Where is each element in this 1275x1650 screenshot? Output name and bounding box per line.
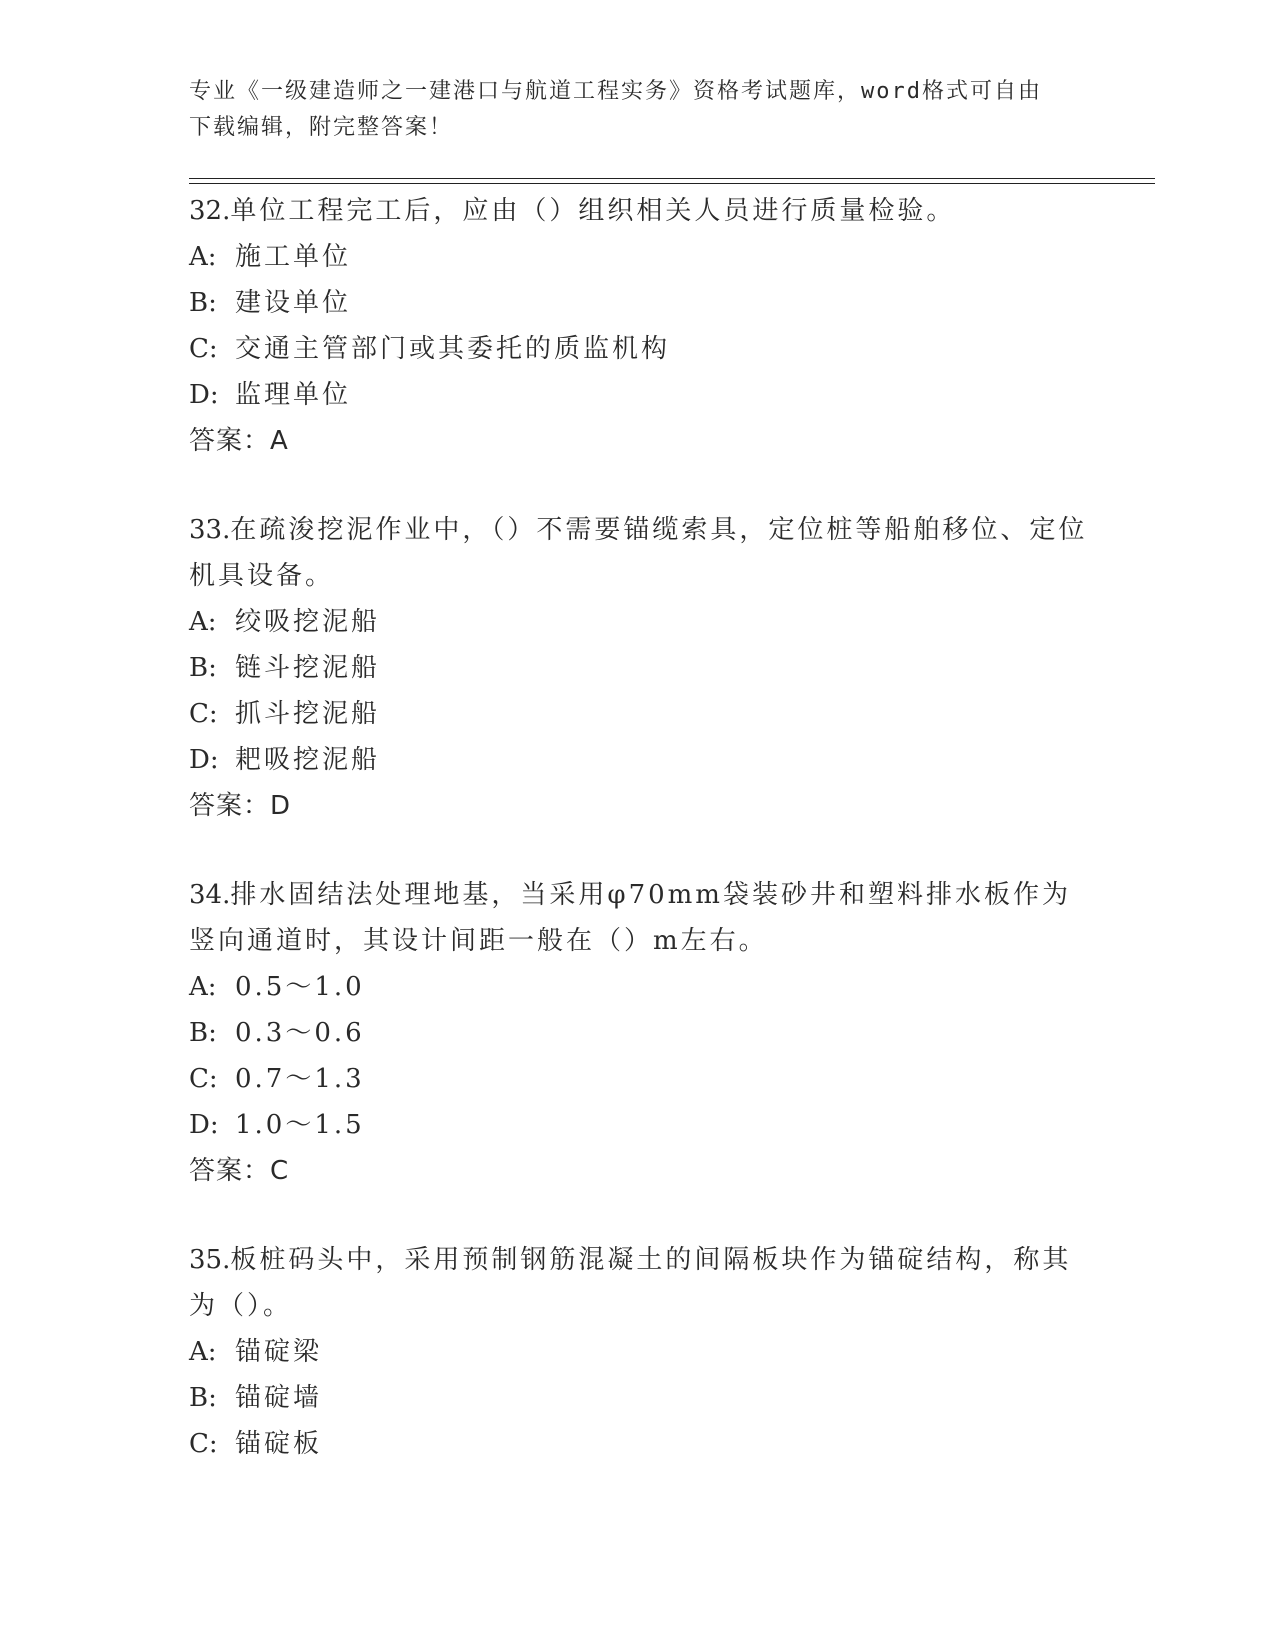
spacer	[189, 829, 1089, 872]
option-letter: D:	[189, 745, 219, 775]
question-stem	[189, 872, 1089, 964]
option-d	[189, 372, 1089, 418]
option-text: 施工单位	[235, 242, 352, 272]
option-text: 交通主管部门或其委托的质监机构	[235, 334, 671, 364]
option-d	[189, 737, 1089, 783]
option-text: 1.0～1.5	[235, 1110, 365, 1140]
option-b	[189, 1010, 1089, 1056]
option-letter: A:	[189, 972, 217, 1002]
option-letter: B:	[189, 1018, 217, 1048]
question-stem	[189, 1237, 1089, 1329]
header-rule-bottom	[189, 183, 1155, 184]
option-text: 锚碇墙	[235, 1383, 323, 1413]
option-c	[189, 1056, 1089, 1102]
question-text: 单位工程完工后，应由（）组织相关人员进行质量检验。	[230, 196, 956, 226]
option-letter: C:	[189, 699, 218, 729]
answer-line: 答案：D	[189, 791, 292, 821]
question-number: 34.	[189, 880, 231, 910]
option-text: 绞吸挖泥船	[235, 607, 381, 637]
option-text: 链斗挖泥船	[235, 653, 381, 683]
header-line-1: 专业《一级建造师之一建港口与航道工程实务》资格考试题库，word格式可自由	[189, 79, 1042, 104]
header-rule-top	[189, 178, 1155, 179]
option-c	[189, 1421, 1089, 1467]
option-a	[189, 599, 1089, 645]
option-letter: C:	[189, 1429, 218, 1459]
option-letter: B:	[189, 653, 217, 683]
option-letter: D:	[189, 1110, 219, 1140]
answer-line: 答案：C	[189, 1156, 290, 1186]
option-c	[189, 691, 1089, 737]
option-letter: C:	[189, 1064, 218, 1094]
question-number: 33.	[189, 515, 231, 545]
option-text: 锚碇板	[235, 1429, 323, 1459]
question-34	[189, 872, 1089, 1194]
option-text: 耙吸挖泥船	[235, 745, 381, 775]
option-b	[189, 645, 1089, 691]
question-number: 35.	[189, 1245, 231, 1275]
option-text: 0.3～0.6	[235, 1018, 365, 1048]
question-text: 在疏浚挖泥作业中，（）不需要锚缆索具，定位桩等船舶移位、定位机具设备。	[189, 515, 1088, 591]
option-b	[189, 1375, 1089, 1421]
option-text: 建设单位	[235, 288, 352, 318]
option-letter: C:	[189, 334, 218, 364]
question-text: 板桩码头中，采用预制钢筋混凝土的间隔板块作为锚碇结构，称其为（）。	[189, 1245, 1072, 1321]
question-33	[189, 507, 1089, 829]
option-letter: A:	[189, 1337, 217, 1367]
option-text: 监理单位	[235, 380, 352, 410]
question-list	[189, 188, 1089, 1467]
option-letter: D:	[189, 380, 219, 410]
option-a	[189, 1329, 1089, 1375]
option-text: 0.7～1.3	[235, 1064, 365, 1094]
option-a	[189, 234, 1089, 280]
spacer	[189, 464, 1089, 507]
question-number: 32.	[189, 196, 231, 226]
spacer	[189, 1194, 1089, 1237]
option-a	[189, 964, 1089, 1010]
option-b	[189, 280, 1089, 326]
option-d	[189, 1102, 1089, 1148]
answer-line: 答案：A	[189, 426, 289, 456]
header-line-2: 下载编辑，附完整答案！	[189, 115, 454, 140]
question-stem	[189, 188, 1089, 234]
question-text: 排水固结法处理地基，当采用φ70mm袋装砂井和塑料排水板作为竖向通道时，其设计间距一般在（）m左右。	[189, 880, 1071, 956]
option-text: 锚碇梁	[235, 1337, 323, 1367]
option-letter: A:	[189, 607, 217, 637]
question-35	[189, 1237, 1089, 1467]
option-letter: B:	[189, 1383, 217, 1413]
option-letter: B:	[189, 288, 217, 318]
question-32	[189, 188, 1089, 464]
option-c	[189, 326, 1089, 372]
option-text: 0.5～1.0	[235, 972, 365, 1002]
option-text: 抓斗挖泥船	[235, 699, 381, 729]
option-letter: A:	[189, 242, 217, 272]
question-stem	[189, 507, 1089, 599]
document-header	[189, 74, 1069, 146]
